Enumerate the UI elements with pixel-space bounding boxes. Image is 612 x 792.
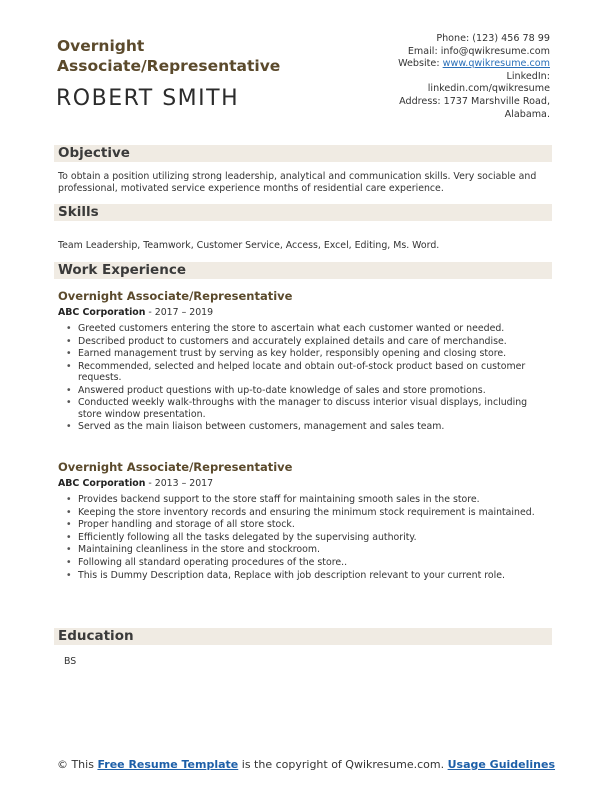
bullet-icon: • xyxy=(66,348,72,360)
bullet-icon: • xyxy=(66,421,72,433)
list-item: • Earned management trust by serving as key holder, responsibly opening and closing store. xyxy=(66,348,507,360)
contact-block xyxy=(320,33,550,121)
list-item: • Following all standard operating procedures of the store.. xyxy=(66,556,348,568)
list-item: • Provides backend support to the store staff for maintaining smooth sales in the store. xyxy=(66,494,480,505)
experience-section-header xyxy=(54,262,552,279)
objective-heading: Objective xyxy=(58,145,130,161)
bullet-icon: • xyxy=(66,494,72,505)
bullet-icon: • xyxy=(66,519,72,531)
contact-linkedin-value: linkedin.com/qwikresume xyxy=(427,83,550,95)
list-item: • Efficiently following all the tasks delegated by the supervising authority. xyxy=(66,531,417,543)
list-item: • Keeping the store inventory records and ensuring the minimum stock requirement is maintained. xyxy=(66,506,535,518)
list-item: • Proper handling and storage of all store stock. xyxy=(66,519,295,531)
list-item: • Served as the main liaison between customers, management and sales team. xyxy=(66,421,445,433)
education-degree: BS xyxy=(64,656,77,667)
experience-heading: Work Experience xyxy=(58,262,186,278)
job-1-dates: - 2017 – 2019 xyxy=(145,307,214,318)
objective-text: To obtain a position utilizing strong leadership, analytical and communication skills. Very sociable and professional, motivated service experience months of residential care experience. xyxy=(58,171,537,194)
list-item: • Greeted customers entering the store to ascertain what each customer wanted or needed. xyxy=(66,323,505,334)
free-resume-template-link[interactable]: Free Resume Template xyxy=(97,758,239,771)
job-2-company: ABC Corporation xyxy=(58,478,146,489)
contact-website xyxy=(320,58,550,71)
contact-linkedin-label: LinkedIn: xyxy=(506,70,550,82)
list-item: • Described product to customers and accurately explained details and care of merchandise. xyxy=(66,335,507,347)
job-2-company-line xyxy=(58,478,213,489)
bullet-icon: • xyxy=(66,397,72,409)
skills-heading: Skills xyxy=(58,204,99,220)
education-section-header xyxy=(54,628,552,645)
bullet-icon: • xyxy=(66,506,72,518)
website-label: Website: xyxy=(398,58,443,70)
bullet-icon: • xyxy=(66,569,72,581)
skills-text: Team Leadership, Teamwork, Customer Service, Access, Excel, Editing, Ms. Word. xyxy=(58,240,440,251)
objective-section-header xyxy=(54,145,552,162)
list-item: • Recommended, selected and helped locate and obtain out-of-stock product based on customer requests. xyxy=(66,360,526,384)
job-1-company: ABC Corporation xyxy=(58,307,146,318)
list-item: • Answered product questions with up-to-date knowledge of sales and store promotions. xyxy=(66,384,486,396)
list-item: • This is Dummy Description data, Replace with job description relevant to your current role. xyxy=(66,569,505,581)
list-item: • Maintaining cleanliness in the store and stockroom. xyxy=(66,544,321,556)
education-heading: Education xyxy=(58,628,134,644)
footer-middle: is the copyright of Qwikresume.com. xyxy=(238,758,448,771)
bullet-icon: • xyxy=(66,384,72,396)
job-2-dates: - 2013 – 2017 xyxy=(145,478,214,489)
copyright-footer xyxy=(0,758,612,771)
contact-email: Email: info@qwikresume.com xyxy=(407,45,550,57)
job-1-company-line xyxy=(58,307,213,318)
job-1-title: Overnight Associate/Representative xyxy=(58,289,293,303)
bullet-icon: • xyxy=(66,360,72,372)
bullet-icon: • xyxy=(66,335,72,347)
footer-prefix: © This xyxy=(56,758,98,771)
list-item: • Conducted weekly walk-throughs with the manager to discuss interior visual displays, including store window presentation. xyxy=(66,397,528,420)
resume-job-title: Overnight Associate/Representative xyxy=(57,37,281,75)
bullet-icon: • xyxy=(66,531,72,543)
contact-phone: Phone: (123) 456 78 99 xyxy=(436,33,550,44)
bullet-icon: • xyxy=(66,556,72,568)
job-2-title: Overnight Associate/Representative xyxy=(58,460,293,474)
skills-section-header xyxy=(54,204,552,221)
bullet-icon: • xyxy=(66,544,72,556)
contact-address-line2: Alabama. xyxy=(504,108,550,120)
contact-address-line1: Address: 1737 Marshville Road, xyxy=(399,95,550,107)
job-2-bullet-list xyxy=(64,494,544,582)
candidate-name: ROBERT SMITH xyxy=(56,86,240,111)
bullet-icon: • xyxy=(66,323,72,334)
usage-guidelines-link[interactable]: Usage Guidelines xyxy=(447,758,556,771)
website-link[interactable]: www.qwikresume.com xyxy=(442,58,550,70)
job-1-bullet-list xyxy=(64,323,544,434)
